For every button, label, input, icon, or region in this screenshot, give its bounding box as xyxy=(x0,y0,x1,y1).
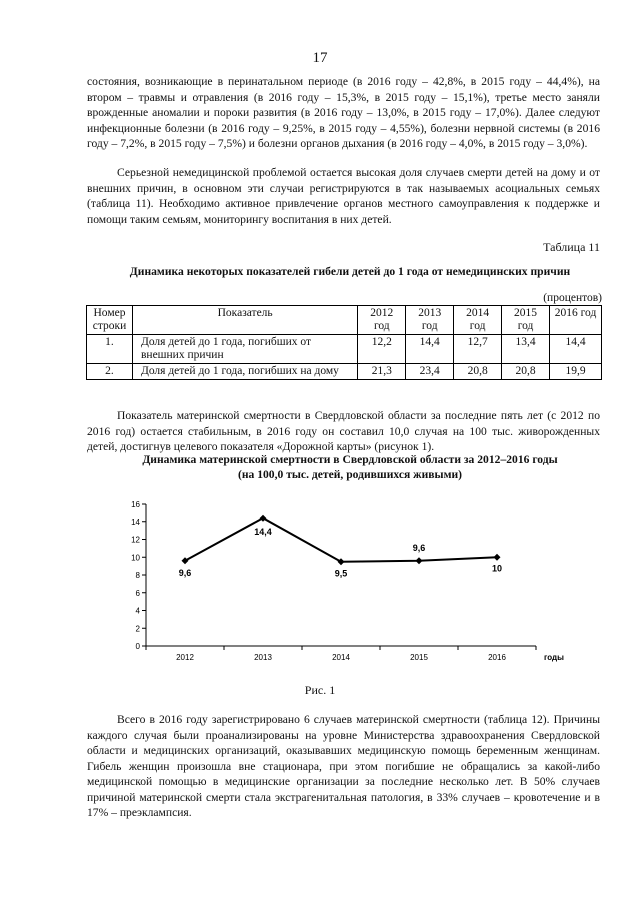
data-point xyxy=(494,554,501,561)
table-header-row xyxy=(87,306,602,335)
header-year: 2014 год xyxy=(454,306,502,335)
data-label: 9,5 xyxy=(334,568,348,579)
row-value: 12,7 xyxy=(454,335,502,364)
mortality-table xyxy=(86,305,602,380)
x-tick-label: 2016 xyxy=(488,653,506,662)
y-tick-label: 14 xyxy=(131,517,140,527)
data-label: 9,6 xyxy=(178,567,192,578)
row-value: 14,4 xyxy=(550,335,602,364)
y-tick-label: 12 xyxy=(131,535,140,545)
header-year: 2016 год xyxy=(550,306,602,335)
y-tick-label: 10 xyxy=(131,553,140,563)
maternal-mortality-chart xyxy=(100,490,570,670)
y-tick-label: 6 xyxy=(135,588,140,598)
header-year: 2012 год xyxy=(358,306,406,335)
header-row-number: Номер строки xyxy=(87,306,133,335)
row-value: 20,8 xyxy=(454,364,502,380)
table-title: Динамика некоторых показателей гибели детей до 1 года от немедицинских причин xyxy=(129,265,571,278)
table-label: Таблица 11 xyxy=(543,240,600,254)
row-number: 1. xyxy=(87,335,133,364)
paragraph-nonmedical: Серьезной немедицинской проблемой остается высокая доля случаев смерти детей на дому и от внешних причин, в основном эти случаи регистрируются в так называемых асоциальных семьях (таблица 11). Необходимо активное привлечение органов местного самоуправления к поддержке и помощи таким семьям, мониторингу воспитания в них детей. xyxy=(87,166,600,226)
figure-caption: Рис. 1 xyxy=(304,683,336,697)
y-tick-label: 2 xyxy=(135,624,140,634)
header-year: 2015 год xyxy=(502,306,550,335)
y-tick-label: 8 xyxy=(135,571,140,580)
paragraph-causes: состояния, возникающие в перинатальном периоде (в 2016 году – 42,8%, в 2015 году – 44,4%), на втором – травмы и отравления (в 2016 году – 15,3%, в 2015 году – 15,1%), третье место заняли врожденные аномалии и пороки развития (в 2016 году – 13,0%, в 2015 году – 17,0%). Далее следуют инфекционные болезни (в 2016 году – 9,25%, в 2015 году – 4,55%), болезни нервной системы (в 2016 году – 7,2%, в 2015 году – 7,5%) и болезни органов дыхания (в 2016 году – 4,0%, в 2015 году – 3,0%). xyxy=(87,75,600,150)
table-unit: (процентов) xyxy=(543,292,602,304)
chart-subtitle: (на 100,0 тыс. детей, родившихся живыми) xyxy=(237,468,463,481)
data-point xyxy=(416,557,423,564)
row-value: 20,8 xyxy=(502,364,550,380)
row-value: 23,4 xyxy=(406,364,454,380)
row-indicator: Доля детей до 1 года, погибших на дому xyxy=(132,364,357,380)
x-tick-label: 2012 xyxy=(176,653,194,662)
row-number: 2. xyxy=(87,364,133,380)
x-tick-label: 2015 xyxy=(410,653,428,662)
y-tick-label: 0 xyxy=(135,642,140,651)
paragraph-maternal-mortality: Показатель материнской смертности в Свердловской области за последние пять лет (с 2012 по 2016 год) остается стабильным, в 2016 году он составил 10,0 случая на 100 тыс. живорожденных детей, достигнув целевого показателя «Дорожной карты» (рисунок 1). xyxy=(87,409,600,453)
chart-title-block xyxy=(60,452,640,482)
chart-title: Динамика материнской смертности в Свердловской области за 2012–2016 годы xyxy=(142,453,558,466)
data-label: 10 xyxy=(491,563,503,574)
row-value: 13,4 xyxy=(502,335,550,364)
x-tick-label: 2013 xyxy=(254,653,272,662)
row-value: 21,3 xyxy=(358,364,406,380)
row-value: 12,2 xyxy=(358,335,406,364)
header-year: 2013 год xyxy=(406,306,454,335)
data-label: 9,6 xyxy=(412,542,426,553)
header-indicator: Показатель xyxy=(132,306,357,335)
x-axis-label: годы xyxy=(544,653,564,662)
table-row xyxy=(87,364,602,380)
paragraph-cases-2016: Всего в 2016 году зарегистрировано 6 случаев материнской смертности (таблица 12). Причины каждого случая были проанализированы на уровне Министерства здравоохранения Свердловской области и медицинских организаций, оказывавших медицинскую помощь беременным женщинам. Гибель женщин произошла вне стационара, при этом погибшие не обращались за какой-либо медицинской помощью в медицинские организации за последние несколько лет. В 50% случаев причиной материнской смерти стала экстрагенитальная патология, в 33% случаев – кровотечение и в 17% – преэклампсия. xyxy=(87,713,600,819)
row-indicator: Доля детей до 1 года, погибших от внешних причин xyxy=(132,335,357,364)
table-row xyxy=(87,335,602,364)
series-line xyxy=(185,518,497,561)
y-tick-label: 4 xyxy=(135,606,140,616)
data-label: 14,4 xyxy=(254,527,272,538)
x-tick-label: 2014 xyxy=(332,653,350,662)
y-tick-label: 16 xyxy=(131,500,140,509)
page-number: 17 xyxy=(312,50,328,66)
row-value: 14,4 xyxy=(406,335,454,364)
row-value: 19,9 xyxy=(550,364,602,380)
